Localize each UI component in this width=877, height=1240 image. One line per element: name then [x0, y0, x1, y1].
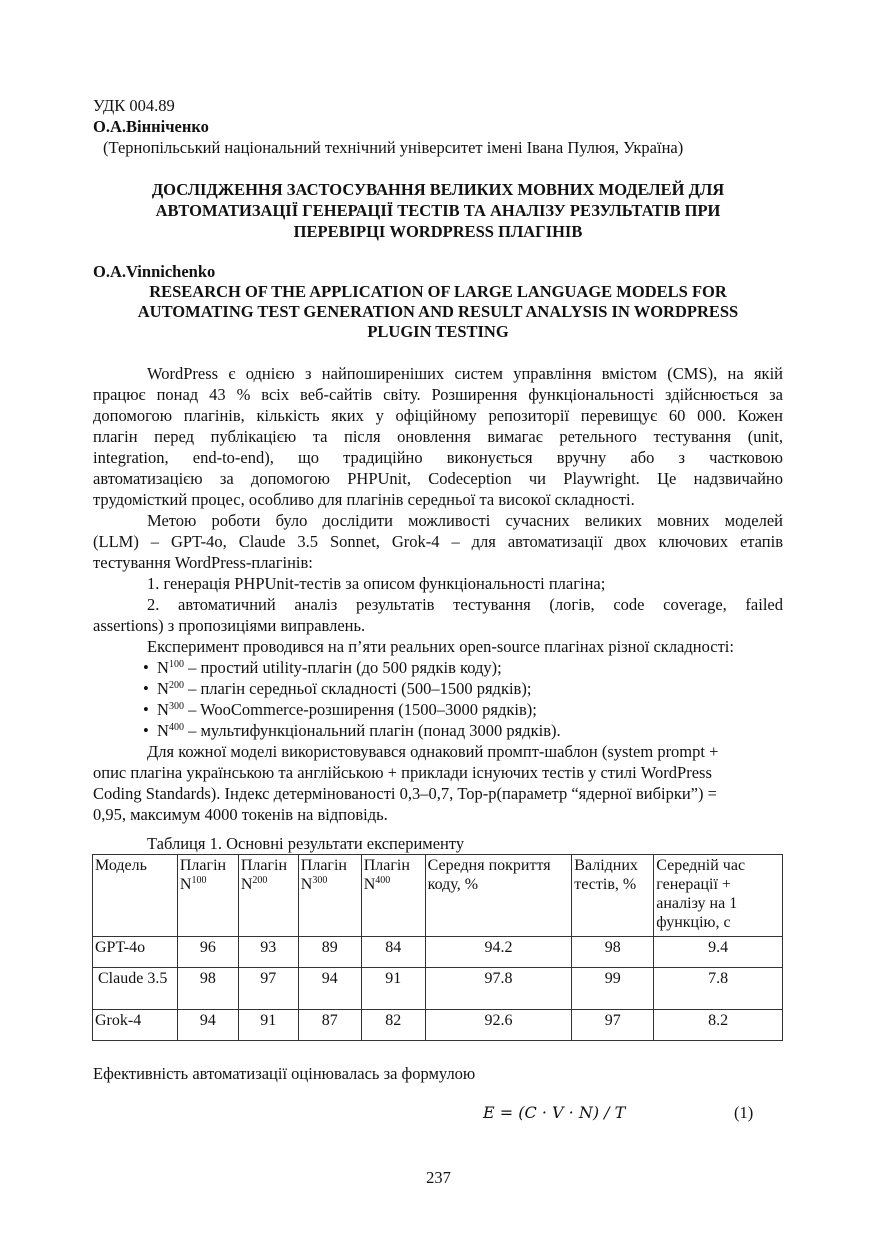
cell-n200: 97: [238, 968, 298, 1010]
cell-n100: 96: [177, 937, 238, 968]
cell-coverage: 92.6: [425, 1010, 572, 1041]
cell-n100: 98: [177, 968, 238, 1010]
cell-valid: 97: [572, 1010, 654, 1041]
cell-n400: 82: [361, 1010, 425, 1041]
bullet-item: • $N^{200}$ – плагін середньої складності (500–1500 рядків);: [143, 679, 532, 698]
header-plugin-n100: Плагін $N^{100}$: [177, 855, 238, 937]
cell-n400: 91: [361, 968, 425, 1010]
text-line: опис плагіна українською та англійською + приклади існуючих тестів у стилі WordPress: [93, 763, 712, 782]
cell-n300: 94: [298, 968, 361, 1010]
paragraph-experiment: Експеримент проводився на п’яти реальних open-source плагінах різної складності:: [147, 637, 734, 656]
bullet-item: • $N^{400}$ – мультифункціональний плагін (понад 3000 рядків).: [143, 721, 561, 740]
affiliation: (Тернопільський національний технічний університет імені Івана Пулюя, Україна): [103, 138, 684, 157]
cell-n100: 94: [177, 1010, 238, 1041]
cell-n200: 91: [238, 1010, 298, 1041]
table-caption: Таблиця 1. Основні результати експерименту: [147, 834, 465, 853]
title-ua-line-2: АВТОМАТИЗАЦІЇ ГЕНЕРАЦІЇ ТЕСТІВ ТА АНАЛІЗУ РЕЗУЛЬТАТІВ ПРИ: [155, 201, 721, 220]
cell-model: Claude 3.5: [93, 968, 178, 1010]
text-line: integration, end-to-end), що традиційно виконується вручну або з частковою: [93, 448, 783, 467]
title-en-line-1: RESEARCH OF THE APPLICATION OF LARGE LANGUAGE MODELS FOR: [149, 282, 727, 301]
formula-equation: E = (C · V · N) / T: [483, 1103, 626, 1122]
text-line: автоматизацією за допомогою PHPUnit, Codeception чи Playwright. Це надзвичайно: [93, 469, 783, 488]
text-line: (LLM) – GPT-4o, Claude 3.5 Sonnet, Grok-4 – для автоматизації двох ключових етапів: [93, 532, 783, 551]
formula-number: (1): [734, 1103, 754, 1122]
cell-model: Grok-4: [93, 1010, 178, 1041]
page-number: 237: [426, 1168, 451, 1187]
header-avg-time: Середній час генерації + аналізу на 1 функцію, с: [654, 855, 783, 937]
header-valid-tests: Валідних тестів, %: [572, 855, 654, 937]
bullet-icon: •: [143, 679, 149, 698]
title-en-line-2: AUTOMATING TEST GENERATION AND RESULT ANALYSIS IN WORDPRESS: [137, 302, 739, 321]
author-en: O.A.Vinnichenko: [93, 262, 216, 281]
numbered-item-1: 1. генерація PHPUnit-тестів за описом функціональності плагіна;: [147, 574, 606, 593]
bullet-icon: •: [143, 658, 149, 677]
cell-model: GPT-4o: [93, 937, 178, 968]
bullet-icon: •: [143, 700, 149, 719]
udk-code: УДК 004.89: [93, 96, 175, 115]
text-line: плагін перед публікацією та після оновлення вимагає ретельного тестування (unit,: [93, 427, 783, 446]
table-header-row: [93, 855, 783, 937]
cell-valid: 99: [572, 968, 654, 1010]
header-plugin-n200: Плагін $N^{200}$: [238, 855, 298, 937]
bullet-item: • $N^{300}$ – WooCommerce-розширення (1500–3000 рядків);: [143, 700, 537, 719]
header-model: Модель: [93, 855, 178, 937]
text-line: Для кожної моделі використовувався однаковий промпт-шаблон (system prompt +: [147, 742, 719, 761]
title-ua-line-1: ДОСЛІДЖЕННЯ ЗАСТОСУВАННЯ ВЕЛИКИХ МОВНИХ МОДЕЛЕЙ ДЛЯ: [151, 180, 725, 199]
cell-n300: 87: [298, 1010, 361, 1041]
cell-coverage: 94.2: [425, 937, 572, 968]
text-line: Coding Standards). Індекс детермінованості 0,3–0,7, Top-p(параметр “ядерної вибірки”) =: [93, 784, 717, 803]
author-ua: О.А.Вінніченко: [93, 117, 209, 136]
text-line: трудомісткий процес, особливо для плагінів середньої та високої складності.: [93, 490, 635, 509]
title-ua-line-3: ПЕРЕВІРЦІ WORDPRESS ПЛАГІНІВ: [293, 222, 583, 241]
header-plugin-n400: Плагін $N^{400}$: [361, 855, 425, 937]
header-plugin-n300: Плагін $N^{300}$: [298, 855, 361, 937]
numbered-item-2-cont: assertions) з пропозиціями виправлень.: [93, 616, 366, 635]
cell-n400: 84: [361, 937, 425, 968]
cell-time: 7.8: [654, 968, 783, 1010]
cell-valid: 98: [572, 937, 654, 968]
numbered-item-2: 2. автоматичний аналіз результатів тестування (логів, code coverage, failed: [147, 595, 783, 614]
text-line: працює понад 43 % всіх веб-сайтів світу. Розширення функціональності здійснюється за: [93, 385, 783, 404]
cell-coverage: 97.8: [425, 968, 572, 1010]
text-line: WordPress є однією з найпоширеніших систем управління вмістом (CMS), на якій: [147, 364, 783, 383]
results-table: [92, 854, 783, 1041]
cell-n200: 93: [238, 937, 298, 968]
formula-intro: Ефективність автоматизації оцінювалась за формулою: [93, 1064, 476, 1083]
text-line: Метою роботи було дослідити можливості сучасних великих мовних моделей: [147, 511, 783, 530]
bullet-item: • $N^{100}$ – простий utility-плагін (до 500 рядків коду);: [143, 658, 502, 677]
cell-n300: 89: [298, 937, 361, 968]
text-line: допомогою плагінів, кількість яких у офіційному репозиторії перевищує 60 000. Кожен: [93, 406, 783, 425]
table-row: [93, 1010, 783, 1041]
table-row: [93, 968, 783, 1010]
text-line: тестування WordPress-плагінів:: [93, 553, 313, 572]
text-line: 0,95, максимум 4000 токенів на відповідь.: [93, 805, 388, 824]
table-row: [93, 937, 783, 968]
cell-time: 8.2: [654, 1010, 783, 1041]
bullet-icon: •: [143, 721, 149, 740]
header-coverage: Середня покриття коду, %: [425, 855, 572, 937]
cell-time: 9.4: [654, 937, 783, 968]
title-en-line-3: PLUGIN TESTING: [367, 322, 509, 341]
